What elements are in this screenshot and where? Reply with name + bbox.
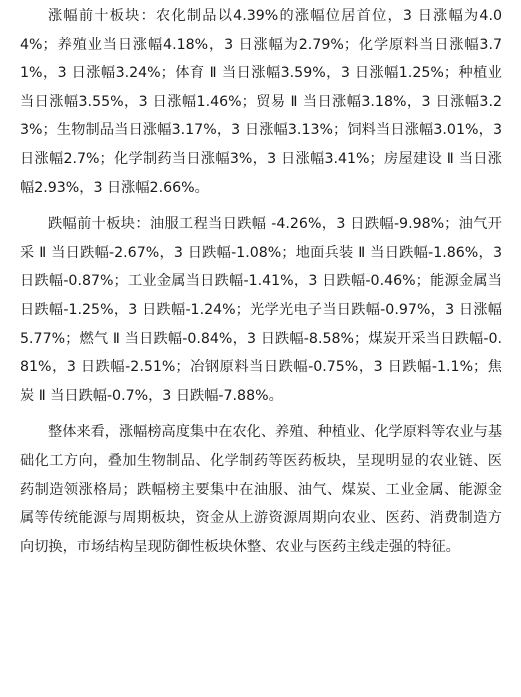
summary-paragraph: 整体来看，涨幅榜高度集中在农化、养殖、种植业、化学原料等农业与基础化工方向，叠加生物制品、化学制药等医药板块，呈现明显的农业链、医药制造领涨格局；跌幅榜主要集中在油服、油气、煤炭、工业金属、能源金属等传统能源与周期板块，资金从上游资源周期向农业、医药、消费制造方向切换，市场结构呈现防御性板块休整、农业与医药主线走强的特征。 [20, 424, 503, 555]
losers-paragraph: 跌幅前十板块：油服工程当日跌幅 -4.26%，3 日跌幅-9.98%；油气开采 Ⅱ 当日跌幅-2.67%，3 日跌幅-1.08%；地面兵装 Ⅱ 当日跌幅-1.86%，3 日跌幅-0.87%；工业金属当日跌幅-1.41%，3 日跌幅-0.46%；能源金属当日跌幅-1.25%，3 日跌幅-1.24%；光学光电子当日跌幅-0.97%，3 日涨幅5.77%；燃气 Ⅱ 当日跌幅-0.84%，3 日跌幅-8.58%；煤炭开采当日跌幅-0.81%，3 日跌幅-2.51%；冶钢原料当日跌幅-0.75%，3 日跌幅-1.1%；焦炭 Ⅱ 当日跌幅-0.7%，3 日跌幅-7.88%。 [20, 216, 502, 404]
gainers-paragraph: 涨幅前十板块：农化制品以4.39%的涨幅位居首位，3 日涨幅为4.04%；养殖业当日涨幅4.18%，3 日涨幅为2.79%；化学原料当日涨幅3.71%，3 日涨幅3.24%；体育 Ⅱ 当日涨幅3.59%，3 日涨幅1.25%；种植业当日涨幅3.55%，3 日涨幅1.46%；贸易 Ⅱ 当日涨幅3.18%，3 日涨幅3.23%；生物制品当日涨幅3.17%，3 日涨幅3.13%；饲料当日涨幅3.01%，3 日涨幅2.7%；化学制药当日涨幅3%，3 日涨幅3.41%；房屋建设 Ⅱ 当日涨幅2.93%，3 日涨幅2.66%。 [20, 8, 502, 196]
document-body [20, 2, 502, 561]
